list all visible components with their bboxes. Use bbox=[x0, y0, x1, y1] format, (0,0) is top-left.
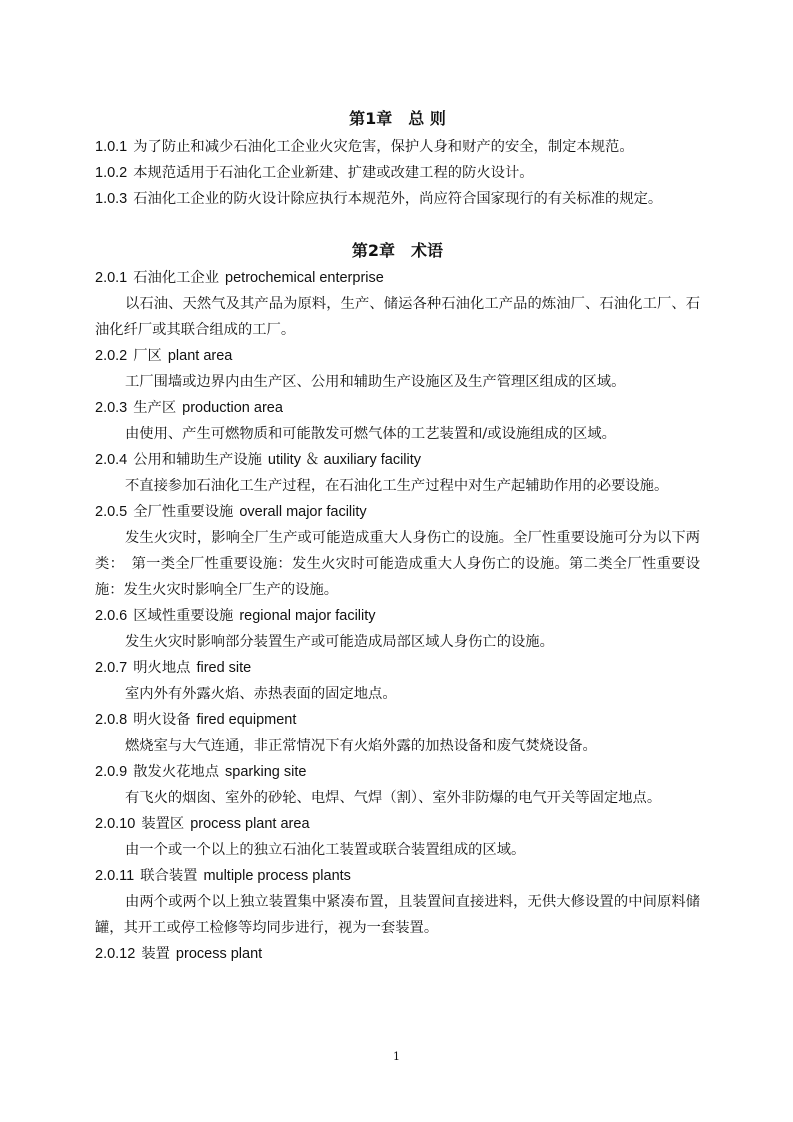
term-heading bbox=[95, 265, 700, 291]
term-cn: 石油化工企业 bbox=[133, 270, 220, 286]
term-en: petrochemical enterprise bbox=[225, 270, 384, 286]
term-number: 2.0.6 bbox=[95, 608, 128, 624]
term-cn: 全厂性重要设施 bbox=[133, 504, 234, 520]
term-en: multiple process plants bbox=[203, 868, 351, 884]
term-definition: 不直接参加石油化工生产过程，在石油化工生产过程中对生产起辅助作用的必要设施。 bbox=[125, 478, 669, 494]
clause-1-0-2 bbox=[95, 160, 700, 186]
term-en: process plant area bbox=[190, 816, 310, 832]
term-number: 2.0.4 bbox=[95, 452, 128, 468]
clause-number: 1.0.2 bbox=[95, 165, 128, 181]
term-definition: 由两个或两个以上独立装置集中紧凑布置，且装置间直接进料，无供大修设置的中间原料储罐，其开工或停工检修等均同步进行，视为一套装置。 bbox=[95, 894, 700, 936]
page-number: 1 bbox=[393, 1050, 400, 1063]
term-number: 2.0.10 bbox=[95, 816, 136, 832]
clause-number: 1.0.3 bbox=[95, 191, 128, 207]
clause-number: 1.0.1 bbox=[95, 139, 128, 155]
chapter-1-title: 第1章 总 则 bbox=[349, 109, 446, 128]
term-number: 2.0.3 bbox=[95, 400, 128, 416]
term-cn: 装置区 bbox=[141, 816, 185, 832]
term-cn: 明火设备 bbox=[133, 712, 191, 728]
term-en: plant area bbox=[167, 348, 233, 364]
term-heading bbox=[95, 941, 700, 967]
term-heading bbox=[95, 655, 700, 681]
term-heading bbox=[95, 707, 700, 733]
term-cn: 装置 bbox=[141, 946, 170, 962]
term-heading bbox=[95, 603, 700, 629]
term-heading bbox=[95, 395, 700, 421]
term-en: fired site bbox=[196, 660, 252, 676]
term-definition: 发生火灾时影响部分装置生产或可能造成局部区域人身伤亡的设施。 bbox=[125, 634, 554, 650]
term-heading bbox=[95, 811, 700, 837]
chapter-2-title: 第2章 术语 bbox=[351, 241, 444, 260]
term-heading bbox=[95, 863, 700, 889]
term-number: 2.0.9 bbox=[95, 764, 128, 780]
term-definition: 由使用、产生可燃物质和可能散发可燃气体的工艺装置和/或设施组成的区域。 bbox=[125, 426, 616, 442]
clause-text: 为了防止和减少石油化工企业火灾危害，保护人身和财产的安全，制定本规范。 bbox=[133, 139, 634, 155]
term-definition: 以石油、天然气及其产品为原料，生产、储运各种石油化工产品的炼油厂、石油化工厂、石油化纤厂或其联合组成的工厂。 bbox=[95, 296, 700, 338]
document-page bbox=[95, 106, 700, 967]
term-cn: 明火地点 bbox=[133, 660, 191, 676]
term-en: fired equipment bbox=[196, 712, 297, 728]
clause-text: 本规范适用于石油化工企业新建、扩建或改建工程的防火设计。 bbox=[133, 165, 534, 181]
term-number: 2.0.2 bbox=[95, 348, 128, 364]
term-en: sparking site bbox=[225, 764, 307, 780]
term-heading bbox=[95, 499, 700, 525]
term-definition: 发生火灾时，影响全厂生产或可能造成重大人身伤亡的设施。全厂性重要设施可分为以下两类： 第一类全厂性重要设施：发生火灾时可能造成重大人身伤亡的设施。第二类全厂性重要设施：发生火灾时影响全厂生产的设施。 bbox=[95, 530, 700, 598]
term-cn: 区域性重要设施 bbox=[133, 608, 234, 624]
term-en: process plant bbox=[175, 946, 263, 962]
term-en: overall major facility bbox=[239, 504, 367, 520]
term-number: 2.0.12 bbox=[95, 946, 136, 962]
term-definition: 由一个或一个以上的独立石油化工装置或联合装置组成的区域。 bbox=[125, 842, 526, 858]
term-cn: 公用和辅助生产设施 bbox=[133, 452, 262, 468]
term-cn: 厂区 bbox=[133, 348, 162, 364]
clause-text: 石油化工企业的防火设计除应执行本规范外，尚应符合国家现行的有关标准的规定。 bbox=[133, 191, 663, 207]
term-heading bbox=[95, 759, 700, 785]
term-cn: 生产区 bbox=[133, 400, 177, 416]
term-en: regional major facility bbox=[239, 608, 376, 624]
term-definition: 燃烧室与大气连通，非正常情况下有火焰外露的加热设备和废气焚烧设备。 bbox=[125, 738, 597, 754]
term-definition: 室内外有外露火焰、赤热表面的固定地点。 bbox=[125, 686, 397, 702]
clause-1-0-3 bbox=[95, 186, 700, 212]
term-en: production area bbox=[182, 400, 283, 416]
term-cn: 散发火花地点 bbox=[133, 764, 220, 780]
term-number: 2.0.8 bbox=[95, 712, 128, 728]
term-en: utility ＆ auxiliary facility bbox=[267, 452, 422, 468]
term-number: 2.0.5 bbox=[95, 504, 128, 520]
term-definition: 有飞火的烟囱、室外的砂轮、电焊、气焊（割）、室外非防爆的电气开关等固定地点。 bbox=[125, 790, 662, 806]
term-heading bbox=[95, 343, 700, 369]
clause-1-0-1 bbox=[95, 134, 700, 160]
term-number: 2.0.11 bbox=[95, 868, 135, 884]
term-number: 2.0.1 bbox=[95, 270, 128, 286]
term-cn: 联合装置 bbox=[140, 868, 198, 884]
term-number: 2.0.7 bbox=[95, 660, 128, 676]
term-heading bbox=[95, 447, 700, 473]
term-definition: 工厂围墙或边界内由生产区、公用和辅助生产设施区及生产管理区组成的区域。 bbox=[125, 374, 626, 390]
